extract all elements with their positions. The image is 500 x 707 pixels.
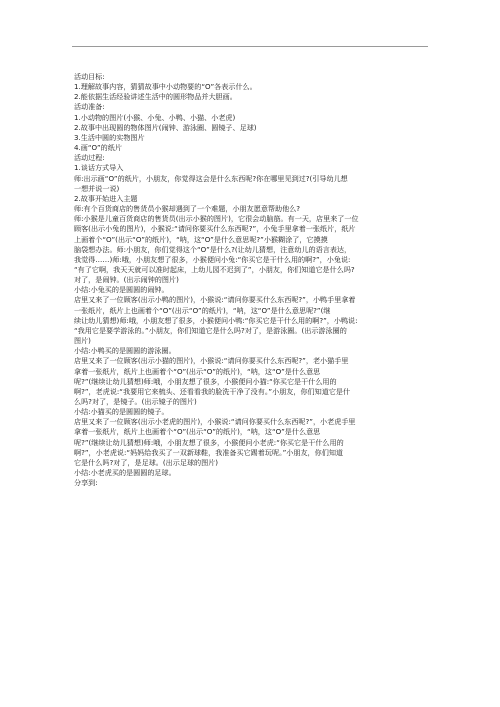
text-line: 店里又来了一位顾客(出示小猫的图片)，小猴说:“请问你要买什么东西呢?”，老小猫手里 <box>74 356 349 366</box>
text-line: 呢?”(继续让幼儿猜想)师:哦，小朋友想了很多，小猴便问小老虎:“你买它是干什么用的 <box>74 437 344 447</box>
text-line: 2.故事中出现圆的物体图片(闹钟、游泳圈、圆镜子、足球) <box>74 122 257 132</box>
text-line: 续让幼儿猜想)师:哦，小朋友想了很多，小猴便问小鸭:“你买它是干什么用的啊?”，小鸭说: <box>74 315 358 325</box>
text-line: 一张纸片，纸片上也画着个“O”(出示“O”的纸片)，“呐，这“O”是什么意思呢?”(继 <box>74 305 331 315</box>
text-line: 1.小动物的图片(小猴、小兔、小鸭、小猫、小老虎) <box>74 112 236 122</box>
text-line: 2.故事开始进入主题 <box>74 193 138 203</box>
text-line: 小结:小老虎买的是圆圆的足球。 <box>74 468 176 478</box>
text-line: 师:出示画“O”的纸片，小朋友，你觉得这会是什么东西呢?你在哪里见到过?(引导幼儿想 <box>74 173 348 183</box>
text-line: “有了它啊，我天天就可以准时起床，上幼儿园不迟到了”，小朋友，你们知道它是什么吗? <box>74 264 355 274</box>
text-line: 它是什么吗?对了，是足球。(出示足球的图片) <box>74 457 219 467</box>
text-line: 1.理解故事内容，猜猜故事中小动物要的“O”各表示什么。 <box>74 82 257 92</box>
text-line: 么吗?对了，是镜子。(出示镜子的图片) <box>74 397 197 406</box>
text-line: 呢?”(继续让幼儿猜想)师:哦，小朋友想了很多，小猴便问小猫:“你买它是干什么用的 <box>74 376 337 386</box>
text-line: 3.生活中圆的实物图片 <box>74 132 145 142</box>
text-line: 小结:小猫买的是圆圆的镜子。 <box>74 407 169 417</box>
text-line: 活动准备: <box>74 102 105 112</box>
text-line: 啊?”，老虎说:“我要用它来梳头、还看看我的脸洗干净了没有。”小朋友，你们知道它是什 <box>74 386 351 396</box>
text-line: 一想并说一说) <box>74 183 120 193</box>
text-line: 对了，是闹钟。(出示闹钟的图片) <box>74 275 179 285</box>
text-line: 小结:小鸭买的是圆圆的游泳圈。 <box>74 346 176 356</box>
text-line: 拿着一张纸片，纸片上也画着个“O”(出示“O”的纸片)，“呐，这“O”是什么意思 <box>74 366 321 376</box>
text-line: “我用它是要学游泳的。”小朋友，你们知道它是什么吗?对了，是游泳圈。(出示游泳圈的 <box>74 325 347 335</box>
text-line: 师:小猴是儿童百货商店的售货员(出示小猴的图片)，它很会动脑筋。有一天，店里来了一位 <box>74 214 359 224</box>
text-line: 师:有个百货商店的售货员小猴却遇到了一个难题，小朋友愿意帮助他么? <box>74 204 301 214</box>
document-body <box>74 72 434 488</box>
text-line: 脑袋想办法。师:小朋友，你们觉得这个“O”是什么?(让幼儿猜想，注意幼儿的语言表达， <box>74 244 352 254</box>
text-line: 4.画“O”的纸片 <box>74 143 122 153</box>
text-line: 活动过程: <box>74 153 105 163</box>
text-line: 顾客(出示小兔的图片)，小猴说:“请问你要买什么东西呢?”，小兔手里拿着一张纸片，纸片 <box>74 224 356 234</box>
text-line: 活动目标: <box>74 72 105 81</box>
text-line: 上画着个“O”(出示“O”的纸片)，“呐，这“O”是什么意思呢?”小猴糊涂了，它摸摸 <box>74 234 328 244</box>
text-line: 2.能依据生活经验讲述生活中的圆形物品并大胆画。 <box>74 92 237 102</box>
header-rule <box>72 46 428 47</box>
text-line: 拿着一张纸片，纸片上也画着个“O”(出示“O”的纸片)，“呐，这“O”是什么意思 <box>74 427 321 437</box>
text-line: 小结:小兔买的是圆圆的闹钟。 <box>74 285 169 295</box>
text-line: 啊?”，小老虎说:“妈妈给我买了一双新球鞋，我准备买它踢着玩呢。”小朋友，你们知道 <box>74 447 344 457</box>
text-line: 店里又来了一位顾客(出示小鸭的图片)，小猴说:“请问你要买什么东西呢?”，小鸭手里拿着 <box>74 295 356 305</box>
text-line: 店里又来了一位顾客(出示小老虎的图片)，小猴说:“请问你要买什么东西呢?”，小老虎手里 <box>74 417 356 427</box>
text-line: 我觉得……)师:哦，小朋友想了很多，小猴便问小兔:“你买它是干什么用的啊?”，小兔说: <box>74 254 351 264</box>
text-line: 分享到: <box>74 478 98 488</box>
text-line: 图片) <box>74 336 91 346</box>
text-line: 1.谈话方式导入 <box>74 163 124 173</box>
